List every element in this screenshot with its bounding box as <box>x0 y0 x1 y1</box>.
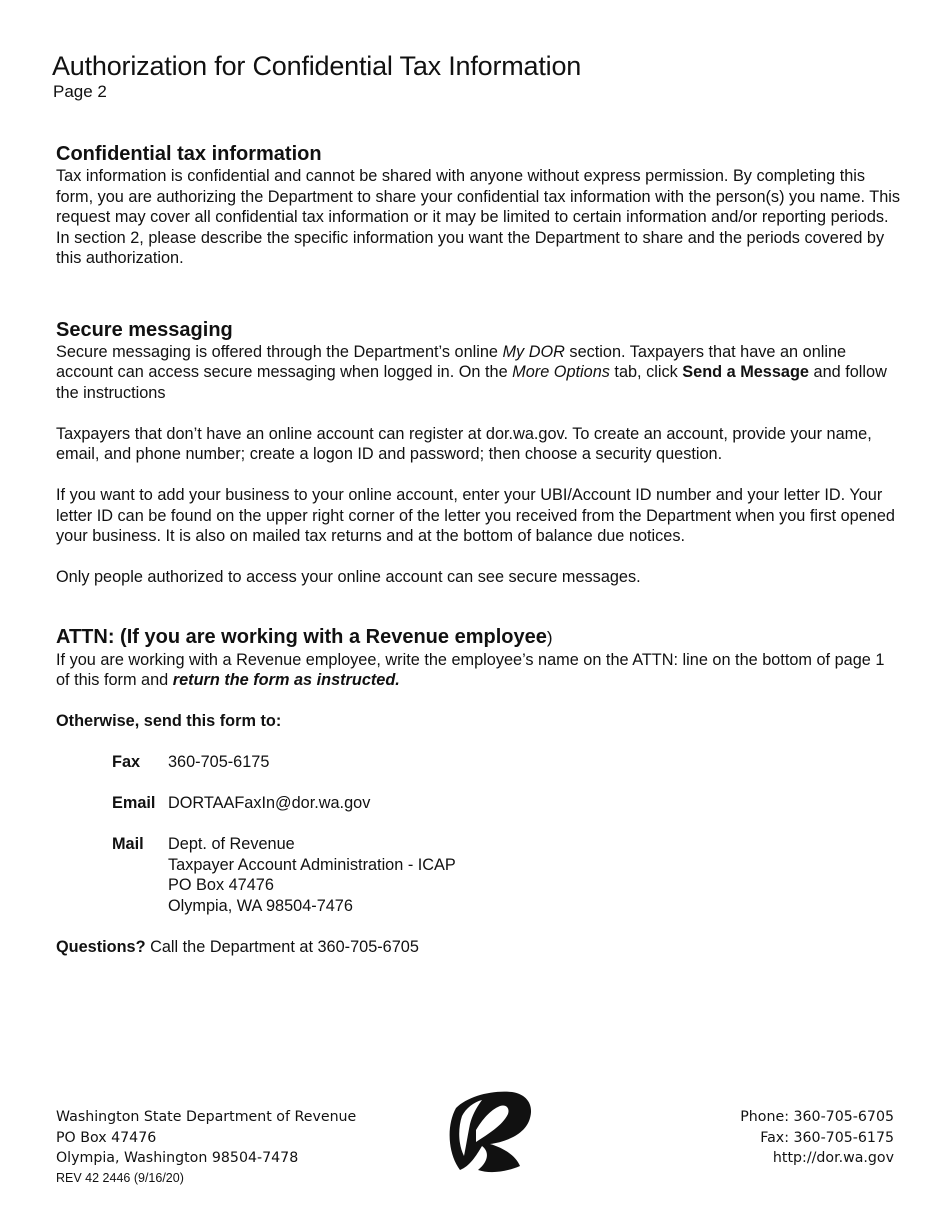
mail-line: Olympia, WA 98504-7476 <box>168 896 353 915</box>
form-instructions <box>56 142 901 957</box>
attn-body: If you are working with a Revenue employee, write the employee’s name on the ATTN: line on the bottom of page 1 of this form and return the form as instructed. <box>56 650 885 689</box>
mail-line: Taxpayer Account Administration - ICAP <box>168 855 456 874</box>
secure-messaging-p3: If you want to add your business to your online account, enter your UBI/Account ID number and your letter ID. Your letter ID can be found on the upper right corner of the letter you received from the Department when you first opened your business. It is also on mailed tax returns and at the bottom of balance due notices. <box>56 486 895 545</box>
page-number-label: Page 2 <box>53 82 107 101</box>
secure-messaging-p1: Secure messaging is offered through the Department’s online My DOR section. Taxpayers that have an online account can access secure messaging when logged in. On the More Options tab, click Send a Message and follow the instructions <box>56 342 887 402</box>
dor-logo-icon <box>446 1090 536 1174</box>
secure-messaging-heading: Secure messaging <box>56 318 233 341</box>
footer-website[interactable]: http://dor.wa.gov <box>772 1150 894 1166</box>
contact-block <box>112 752 901 916</box>
secure-messaging-p2: Taxpayers that don’t have an online account can register at dor.wa.gov. To create an account, provide your name, email, and phone number; create a logon ID and password; then choose a security question. <box>56 424 872 463</box>
send-form-to-label: Otherwise, send this form to: <box>56 712 282 730</box>
mail-line: Dept. of Revenue <box>168 835 295 853</box>
fax-row <box>112 752 901 773</box>
footer-contact <box>740 1107 894 1169</box>
mail-line: PO Box 47476 <box>168 876 274 894</box>
page-title: Authorization for Confidential Tax Information <box>52 51 582 81</box>
attn-heading: ATTN: (If you are working with a Revenue employee) <box>56 625 553 648</box>
email-row <box>112 793 901 814</box>
mail-row <box>112 834 901 916</box>
email-label: Email <box>112 794 156 812</box>
fax-value: 360-705-6175 <box>168 753 270 771</box>
footer-city: Olympia, Washington 98504-7478 <box>56 1150 299 1166</box>
mail-address <box>168 834 901 916</box>
confidential-heading: Confidential tax information <box>56 143 322 165</box>
footer-dept-name: Washington State Department of Revenue <box>56 1109 357 1125</box>
confidential-body: Tax information is confidential and cannot be shared with anyone without express permission. By completing this form, you are authorizing the Department to share your confidential tax information with the person(s) you name. This request may cover all confidential tax information or it may be limited to certain information and/or reporting periods. In section 2, please describe the specific information you want the Department to share and the periods covered by this authorization. <box>56 167 901 267</box>
footer-phone: Phone: 360-705-6705 <box>740 1109 894 1125</box>
fax-label: Fax <box>112 753 141 771</box>
footer-po-box: PO Box 47476 <box>56 1129 157 1146</box>
email-value: DORTAAFaxIn@dor.wa.gov <box>168 794 371 812</box>
footer-address <box>56 1107 356 1187</box>
footer-fax: Fax: 360-705-6175 <box>760 1129 894 1146</box>
secure-messaging-p4: Only people authorized to access your online account can see secure messages. <box>56 568 641 586</box>
mail-label: Mail <box>112 835 144 853</box>
form-revision-code: REV 42 2446 (9/16/20) <box>56 1170 184 1185</box>
questions-line: Questions? Call the Department at 360-705-6705 <box>56 937 419 956</box>
